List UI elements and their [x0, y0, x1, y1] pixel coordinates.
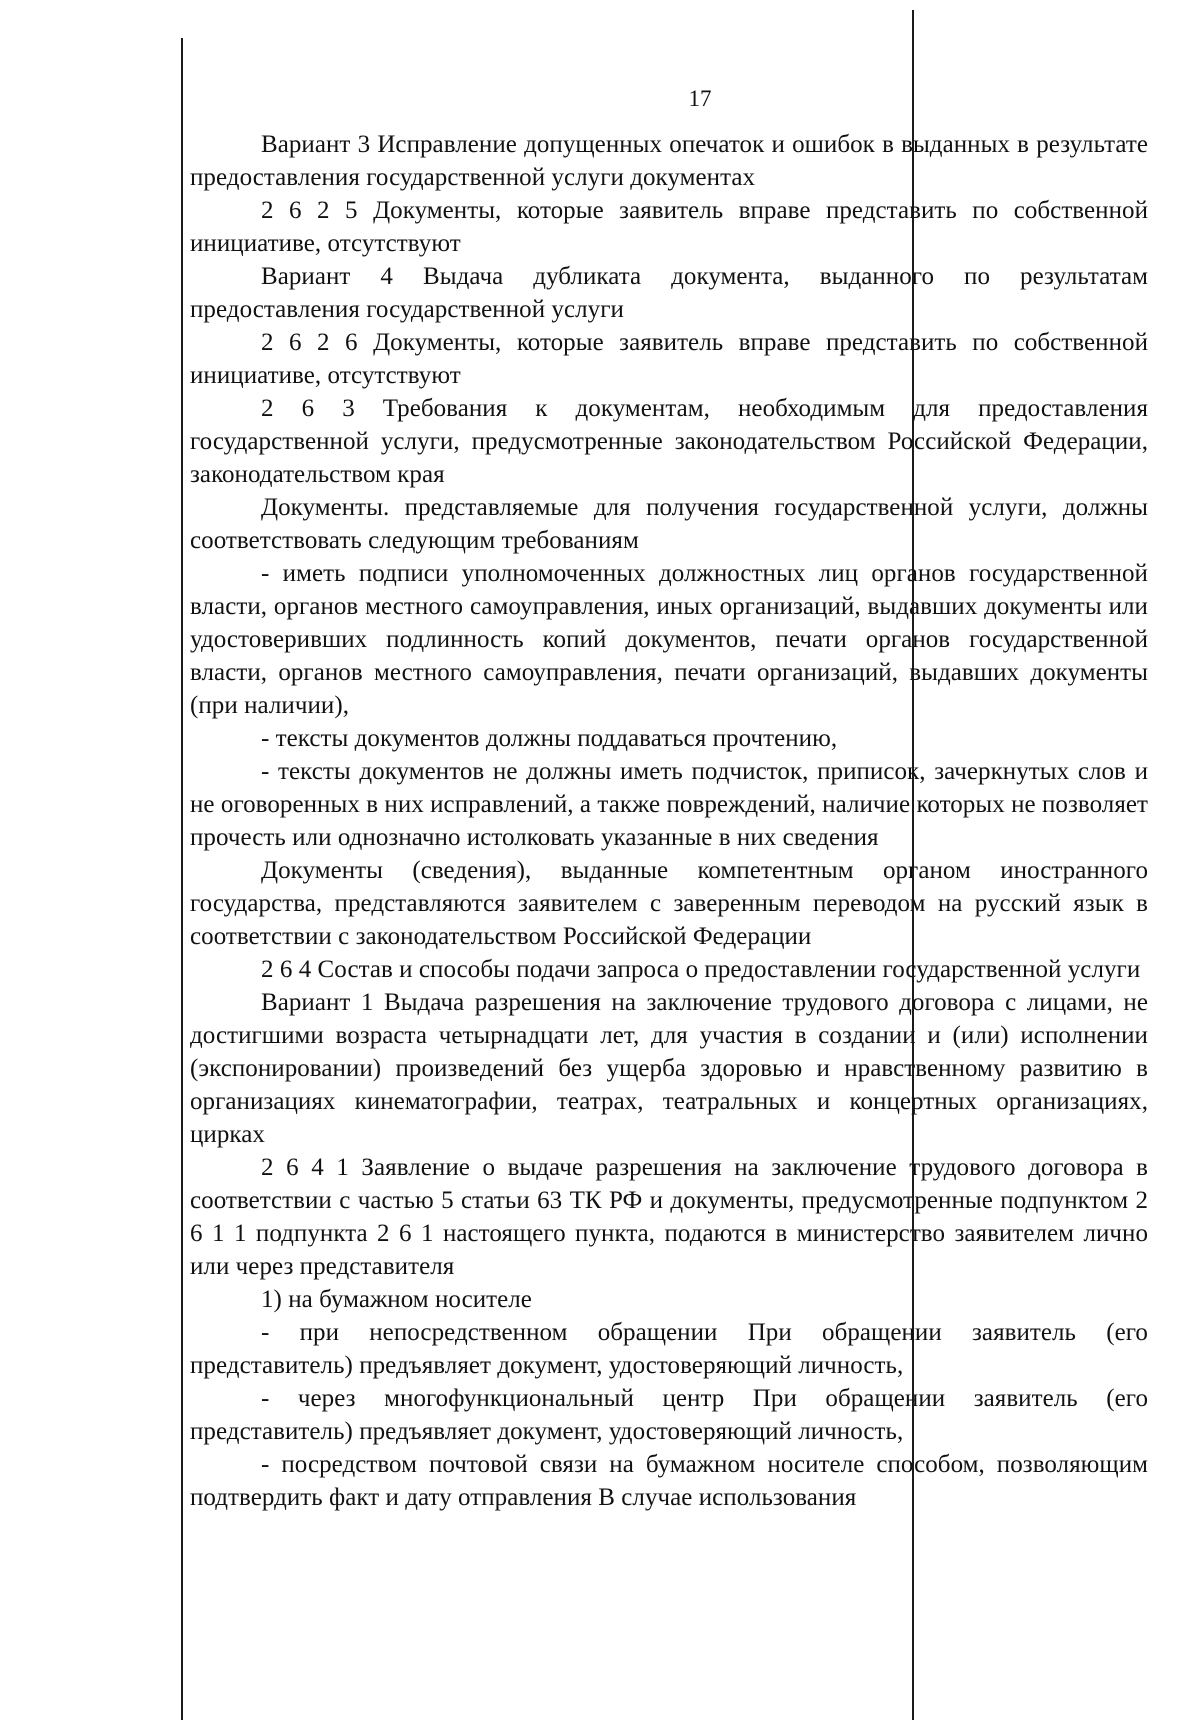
document-body — [190, 128, 1148, 1514]
paragraph-documents-requirements: Документы. представляемые для получения государственной услуги, должны соответствовать следующим требованиям — [190, 494, 1148, 554]
paragraph-variant-4-heading: Вариант 4 Выдача дубликата документа, выданного по результатам предоставления государственной услуги — [190, 263, 1148, 323]
paragraph-foreign-documents: Документы (сведения), выданные компетентным органом иностранного государства, представляются заявителем с заверенным переводом на русский язык в соответствии с законодательством Российской Федерации — [190, 857, 1148, 950]
list-item-paper-medium: 1) на бумажном носителе — [261, 1286, 532, 1313]
paragraph-variant-1-heading: Вариант 1 Выдача разрешения на заключение трудового договора с лицами, не достигшими возраста четырнадцати лет, для участия в создании и (или) исполнении (экспонировании) произведений без ущерба здоровью и нравственному развитию в организациях кинематографии, театрах, театральных и концертных организациях, цирках — [190, 989, 1148, 1148]
list-item-direct-contact: - при непосредственном обращении При обращении заявитель (его представитель) предъявляет документ, удостоверяющий личность, — [190, 1319, 1148, 1379]
list-item-mfc: - через многофункциональный центр При обращении заявитель (его представитель) предъявляет документ, удостоверяющий личность, — [190, 1385, 1148, 1445]
list-item-no-erasures: - тексты документов не должны иметь подчисток, приписок, зачеркнутых слов и не оговоренных в них исправлений, а также повреждений, наличие которых не позволяет прочесть или однозначно истолковать указанные в них сведения — [190, 758, 1148, 851]
paragraph-2625: 2 6 2 5 Документы, которые заявитель вправе представить по собственной инициативе, отсутствуют — [190, 197, 1148, 257]
list-item-signatures: - иметь подписи уполномоченных должностных лиц органов государственной власти, органов местного самоуправления, иных организаций, выдавших документы или удостоверивших подлинность копий документов, печати органов государственной власти, органов местного самоуправления, печати организаций, выдавших документы (при наличии), — [190, 560, 1148, 719]
page-number: 17 — [688, 86, 712, 111]
scan-line-left — [181, 38, 183, 1720]
paragraph-2626: 2 6 2 6 Документы, которые заявитель вправе представить по собственной инициативе, отсутствуют — [190, 329, 1148, 389]
paragraph-264: 2 6 4 Состав и способы подачи запроса о предоставлении государственной услуги — [261, 956, 1141, 983]
paragraph-263: 2 6 3 Требования к документам, необходимым для предоставления государственной услуги, предусмотренные законодательством Российской Федерации, законодательством края — [190, 395, 1148, 488]
paragraph-variant-3-heading: Вариант 3 Исправление допущенных опечаток и ошибок в выданных в результате предоставления государственной услуги документах — [190, 131, 1148, 191]
list-item-readable: - тексты документов должны поддаваться прочтению, — [261, 725, 838, 752]
paragraph-2641: 2 6 4 1 Заявление о выдаче разрешения на заключение трудового договора в соответствии с частью 5 статьи 63 ТК РФ и документы, предусмотренные подпунктом 2 6 1 1 подпункта 2 6 1 настоящего пункта, подаются в министерство заявителем лично или через представителя — [190, 1154, 1148, 1280]
list-item-postal: - посредством почтовой связи на бумажном носителе способом, позволяющим подтвердить факт и дату отправления В случае использования — [190, 1451, 1148, 1511]
